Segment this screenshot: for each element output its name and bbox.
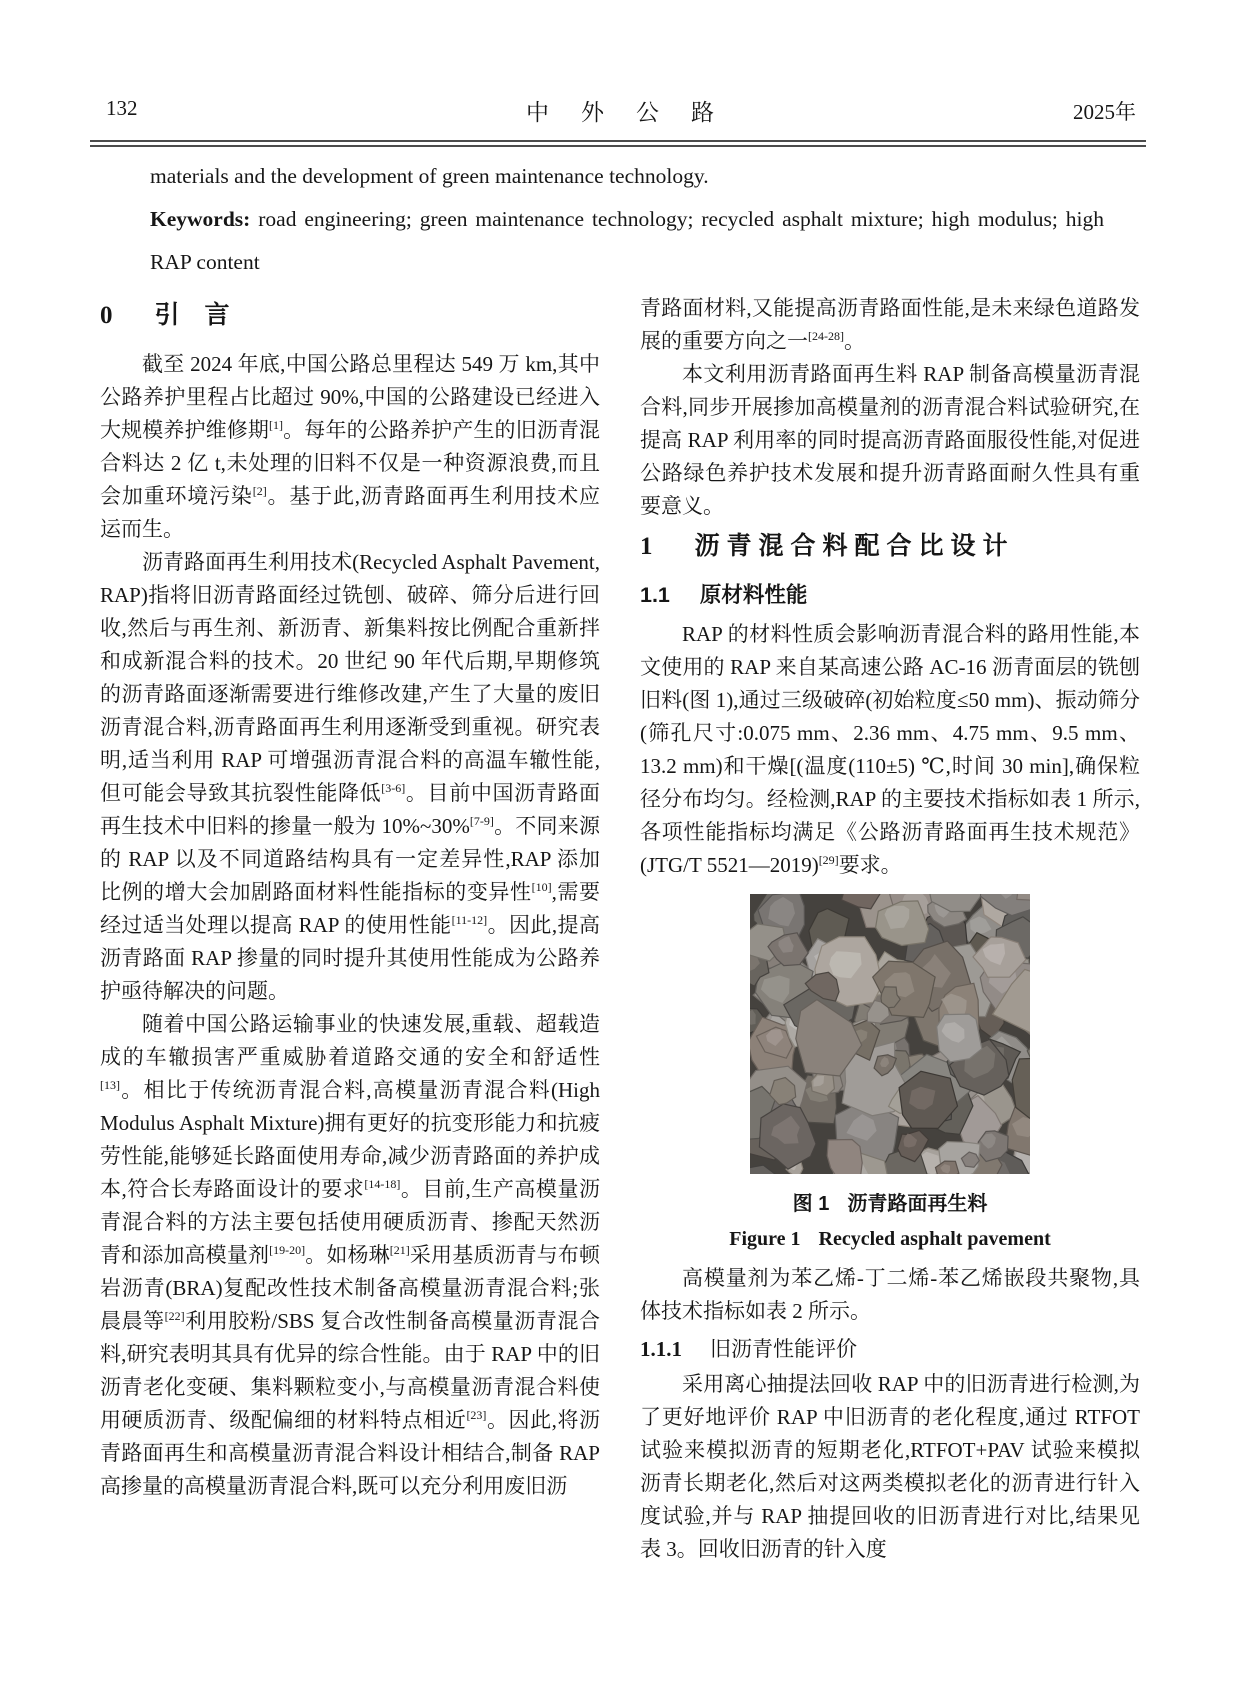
section-1-1-1-number: 1.1.1 [640, 1337, 682, 1361]
section-1-heading [640, 527, 1140, 567]
abstract-tail-line: materials and the development of green maintenance technology. [150, 164, 709, 188]
left-column [100, 292, 600, 1566]
figure1-photo [750, 894, 1030, 1174]
section-1-title: 沥青混合料配合比设计 [694, 533, 1015, 560]
journal-title-wrap [0, 94, 1240, 127]
journal-title: 中外公路 [526, 100, 746, 125]
figure-1 [640, 894, 1140, 1254]
figure1-caption-en-label: Figure 1 [729, 1228, 801, 1250]
continuation-paragraph: 青路面材料,又能提高沥青路面性能,是未来绿色道路发展的重要方向之一[24-28]。 [640, 296, 1140, 353]
figure1-caption-en-text: Recycled asphalt pavement [818, 1228, 1051, 1250]
keywords-line [150, 198, 1104, 284]
keywords-text: road engineering; green maintenance technology; recycled asphalt mixture; high modulus; high RAP content [150, 207, 1104, 274]
section-1-1-1-title: 旧沥青性能评价 [710, 1337, 857, 1361]
raw-materials-paragraph: RAP 的材料性质会影响沥青混合料的路用性能,本文使用的 RAP 来自某高速公路 AC-16 沥青面层的铣刨旧料(图 1),通过三级破碎(初始粒度≤50 mm)、振动筛分(筛孔尺寸:0.075 mm、2.36 mm、4.75 mm、9.5 mm、13.2 mm)和干燥[(温度(110±5) ℃,时间 30 min],确保粒径分布均匀。经检测,RAP 的主要技术指标如表 1 所示,各项性能指标均满足《公路沥青路面再生技术规范》(JTG/T 5521—2019)[29]要求。 [640, 622, 1140, 877]
right-column [640, 292, 1140, 1566]
header-divider [90, 140, 1146, 147]
section-1-1-1-heading [640, 1333, 1140, 1366]
figure1-caption-en [640, 1224, 1140, 1254]
section-1-1-heading [640, 579, 1140, 612]
intro-paragraph-3: 随着中国公路运输事业的快速发展,重载、超载造成的车辙损害严重威胁着道路交通的安全和舒适性[13]。相比于传统沥青混合料,高模量沥青混合料(High Modulus Asphalt Mixture)拥有更好的抗变形能力和抗疲劳性能,能够延长路面使用寿命,减少沥青路面的养护成本,符合长寿路面设计的要求[14-18]。目前,生产高模量沥青混合料的方法主要包括使用硬质沥青、掺配天然沥青和添加高模量剂[19-20]。如杨琳[21]采用基质沥青与布顿岩沥青(BRA)复配改性技术制备高模量沥青混合料;张晨晨等[22]利用胶粉/SBS 复合改性制备高模量沥青混合料,研究表明其具有优异的综合性能。由于 RAP 中的旧沥青老化变硬、集料颗粒变小,与高模量沥青混合料使用硬质沥青、级配偏细的材料特点相近[23]。因此,将沥青路面再生和高模量沥青混合料设计相结合,制备 RAP 高掺量的高模量沥青混合料,既可以充分利用废旧沥 [100, 1012, 601, 1498]
figure1-caption-zh-text: 沥青路面再生料 [847, 1193, 988, 1215]
body-columns [100, 292, 1140, 1566]
journal-year: 2025年 [1073, 100, 1136, 124]
hm-agent-paragraph: 高模量剂为苯乙烯-丁二烯-苯乙烯嵌段共聚物,具体技术指标如表 2 所示。 [640, 1266, 1140, 1323]
intro-paragraph-2: 沥青路面再生利用技术(Recycled Asphalt Pavement, RAP)指将旧沥青路面经过铣刨、破碎、筛分后进行回收,然后与再生剂、新沥青、新集料按比例配合重新拌和成新混合料的技术。20 世纪 90 年代后期,早期修筑的沥青路面逐渐需要进行维修改建,产生了大量的废旧沥青混合料,沥青路面再生利用逐渐受到重视。研究表明,适当利用 RAP 可增强沥青混合料的高温车辙性能,但可能会导致其抗裂性能降低[3-6]。目前中国沥青路面再生技术中旧料的掺量一般为 10%~30%[7-9]。不同来源的 RAP 以及不同道路结构具有一定差异性,RAP 添加比例的增大会加剧路面材料性能指标的变异性[10],需要经过适当处理以提高 RAP 的使用性能[11-12]。因此,提高沥青路面 RAP 掺量的同时提升其使用性能成为公路养护亟待解决的问题。 [100, 550, 601, 1003]
abstract-block [150, 155, 1104, 284]
section-1-1-number: 1.1 [640, 583, 670, 607]
keywords-label: Keywords: [150, 207, 251, 231]
figure1-caption-zh [640, 1189, 1140, 1219]
intro-paragraph-1: 截至 2024 年底,中国公路总里程达 549 万 km,其中公路养护里程占比超过 90%,中国的公路建设已经进入大规模养护维修期[1]。每年的公路养护产生的旧沥青混合料达 2 亿 t,未处理的旧料不仅是一种资源浪费,而且会加重环境污染[2]。基于此,沥青路面再生利用技术应运而生。 [100, 352, 601, 541]
section-0-number: 0 [100, 302, 113, 329]
section-0-heading [100, 296, 600, 336]
section-1-number: 1 [640, 533, 653, 560]
figure1-caption-zh-label: 图 1 [792, 1193, 830, 1215]
section-1-1-title: 原材料性能 [699, 583, 808, 607]
section-0-title: 引 言 [154, 302, 230, 329]
page-number: 132 [106, 96, 138, 120]
old-asphalt-paragraph: 采用离心抽提法回收 RAP 中的旧沥青进行检测,为了更好地评价 RAP 中旧沥青的老化程度,通过 RTFOT 试验来模拟沥青的短期老化,RTFOT+PAV 试验来模拟沥青长期老化,然后对这两类模拟老化的沥青进行针入度试验,并与 RAP 抽提回收的旧沥青进行对比,结果见表 3。回收旧沥青的针入度 [640, 1372, 1140, 1561]
study-overview-paragraph: 本文利用沥青路面再生料 RAP 制备高模量沥青混合料,同步开展掺加高模量剂的沥青混合料试验研究,在提高 RAP 利用率的同时提高沥青路面服役性能,对促进公路绿色养护技术发展和提升沥青路面耐久性具有重要意义。 [640, 362, 1140, 518]
